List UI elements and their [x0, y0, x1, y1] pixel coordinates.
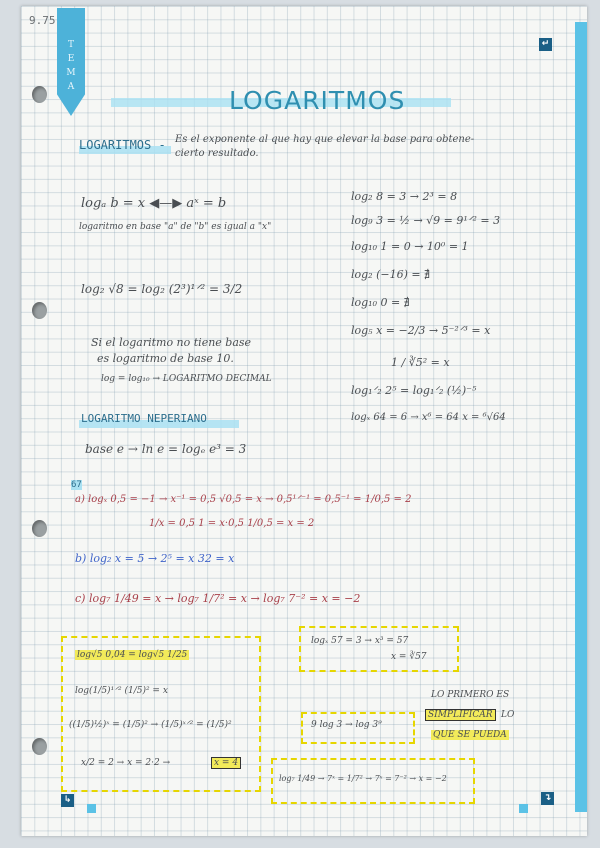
- corner-mark-icon: ↳: [61, 794, 74, 807]
- exercise-c: c) log₇ 1/49 = x → log₇ 1/7² = x → log₇ 7⁻² = x = −2: [75, 592, 361, 605]
- corner-square: [519, 804, 528, 813]
- example-line: log₂ 8 = 3 → 2³ = 8: [351, 190, 458, 203]
- example-line: log₅ x = −2/3 → 5⁻²ᐟ³ = x: [351, 324, 491, 337]
- notebook-page: [21, 6, 587, 836]
- nep-heading: LOGARITMO NEPERIANO: [81, 412, 207, 425]
- def-reading: logaritmo en base "a" de "b" es igual a "x": [79, 222, 272, 232]
- example-line: log₁₀ 0 = ∄: [351, 296, 410, 309]
- binder-hole: [32, 302, 47, 319]
- box-line: ((1/5)½)ˣ = (1/5)² → (1/5)ˣᐟ² = (1/5)²: [69, 720, 232, 730]
- note-line: SIMPLIFICAR: [425, 709, 496, 721]
- nep-formula: base e → ln e = logₑ e³ = 3: [85, 442, 247, 456]
- exercise-a: a) logₓ 0,5 = −1 → x⁻¹ = 0,5 √0,5 = x → 0,5¹ᐟ⁻¹ = 0,5⁻¹ = 1/0,5 = 2: [75, 494, 412, 505]
- no-base-text: log = log₁₀ → LOGARITMO DECIMAL: [101, 374, 272, 384]
- definition-text: Es el exponente al que hay que elevar la base para obtene-: [175, 134, 475, 145]
- no-base-text: Si el logaritmo no tiene base: [91, 336, 252, 349]
- no-base-text: es logaritmo de base 10.: [97, 352, 234, 365]
- definition-text: cierto resultado.: [175, 148, 259, 159]
- def-formula: logₐ b = x ◀—▶ aˣ = b: [81, 196, 227, 211]
- example-line: log₁₀ 1 = 0 → 10⁰ = 1: [351, 240, 469, 253]
- box-line: 9 log 3 → log 3⁹: [311, 720, 382, 730]
- box-line: x = ∛57: [391, 652, 427, 662]
- exercise-b: b) log₂ x = 5 → 2⁵ = x 32 = x: [75, 552, 235, 565]
- exercise-number: 67: [71, 480, 82, 490]
- example-line: logₓ 64 = 6 → x⁶ = 64 x = ⁶√64: [351, 412, 506, 423]
- box-line: log(1/5)¹ᐟ² (1/5)² = x: [75, 686, 168, 696]
- note-line: QUE SE PUEDA: [433, 730, 507, 740]
- box-line: x/2 = 2 → x = 2·2 →: [81, 758, 171, 768]
- binder-hole: [32, 86, 47, 103]
- page-title: LOGARITMOS: [229, 86, 406, 115]
- definition-label: LOGARITMOS -: [79, 138, 166, 152]
- example-line: log₉ 3 = ½ → √9 = 9¹ᐟ² = 3: [351, 214, 501, 227]
- dashed-box: [299, 626, 459, 672]
- corner-square: [87, 804, 96, 813]
- example-line: log₂ (−16) = ∄: [351, 268, 431, 281]
- example-line: log₁ᐟ₂ 2⁵ = log₁ᐟ₂ (½)⁻⁵: [351, 384, 477, 397]
- note-line: LO: [501, 710, 515, 720]
- corner-mark-icon: ↵: [539, 38, 552, 51]
- tab-label: T E M A: [66, 40, 76, 92]
- example-root: log₂ √8 = log₂ (2³)¹ᐟ² = 3/2: [81, 282, 243, 296]
- box-line: log√5 0,04 = log√5 1/25: [77, 650, 188, 660]
- note-line: LO PRIMERO ES: [431, 690, 510, 700]
- box-line: log₇ 1/49 → 7ˣ = 1/7² → 7ˣ = 7⁻² → x = −2: [279, 774, 447, 783]
- example-line: 1 / ∛5² = x: [391, 356, 450, 369]
- corner-mark-icon: ↴: [541, 792, 554, 805]
- page-number: 9.75: [29, 14, 56, 27]
- page-edge-strip: [575, 22, 587, 812]
- answer-box: x = 4: [211, 757, 241, 769]
- binder-hole: [32, 738, 47, 755]
- exercise-a: 1/x = 0,5 1 = x·0,5 1/0,5 = x = 2: [149, 518, 315, 529]
- box-line: logₓ 57 = 3 → x³ = 57: [311, 636, 409, 646]
- binder-hole: [32, 520, 47, 537]
